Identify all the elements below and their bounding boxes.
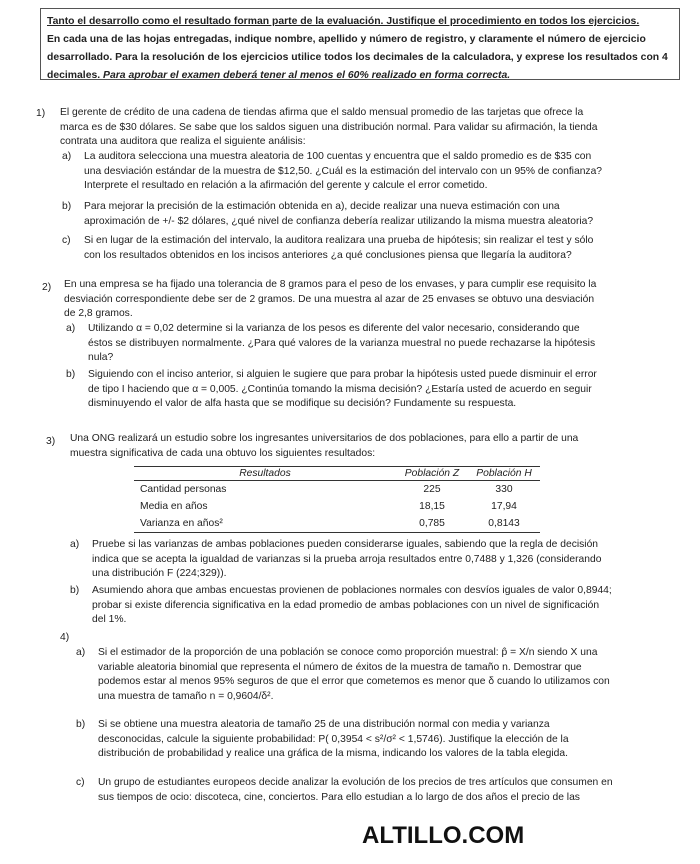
q3-b	[70, 584, 684, 628]
q1-b-line-1: Para mejorar la precisión de la estimación obtenida en a), decide realizar una nueva estimación con una	[84, 201, 560, 212]
q2-a-line-2: éstos se distribuyen normalmente. ¿Para qué valores de la varianza muestral no puede rechazarse la hipótesis	[88, 337, 596, 349]
table-row	[134, 498, 540, 515]
q1-c-line-1: Si en lugar de la estimación del intervalo, la auditora realizara una prueba de hipótesis; sin realizar el test y sólo	[84, 235, 594, 246]
q3-b-letter: b)	[70, 585, 80, 596]
q4-a-line-1: Si el estimador de la proporción de una población se conoce como proporción muestral: p̂ = X/n siendo X una	[98, 647, 598, 658]
row-label: Cantidad personas	[140, 484, 227, 495]
q4-c	[76, 776, 686, 805]
q1-a-letter: a)	[62, 151, 72, 162]
q1-c-letter: c)	[62, 235, 71, 246]
q2-a-line-3: nula?	[88, 352, 114, 364]
q2-b-line-1: Siguiendo con el inciso anterior, si alguien le sugiere que para probar la hipótesis usted puede disminuir el error	[88, 369, 597, 380]
q1-b-letter: b)	[62, 201, 72, 212]
q3-b-line-2: probar si existe diferencia significativa en la edad promedio de ambas poblaciones con un nivel de significación	[92, 599, 600, 611]
row-label: Varianza en años²	[134, 515, 396, 533]
q2-b-letter: b)	[66, 369, 76, 380]
q4-c-line-1: Un grupo de estudiantes europeos decide analizar la evolución de los precios de tres artículos que consumen en	[98, 777, 613, 788]
q3-number: 3)	[46, 436, 56, 447]
instructions-box	[40, 8, 680, 80]
row-value-z: 18,15	[419, 501, 445, 512]
q1-a-line-3: Interprete el resultado en relación a la afirmación del gerente y calcule el error cometido.	[84, 180, 488, 192]
row-value-z: 225	[423, 484, 441, 495]
q1-statement	[60, 106, 690, 150]
table-row	[134, 481, 540, 499]
q1-b	[62, 200, 684, 229]
q4-a	[76, 646, 686, 704]
results-table	[134, 466, 540, 533]
q3-a-line-1: Pruebe si las varianzas de ambas poblaciones pueden considerarse iguales, sabiendo que la regla de decisión	[92, 539, 599, 550]
q3-b-line-3: del 1%.	[92, 614, 127, 626]
table-row	[134, 515, 540, 533]
q1-c	[62, 234, 684, 263]
q2-line-1: En una empresa se ha fijado una tolerancia de 8 gramos para el peso de los envases, y para cumplir ese requisito la	[64, 279, 597, 290]
row-label: Media en años	[140, 501, 208, 512]
q4-b	[76, 718, 686, 762]
q3-a-line-3: una distribución F (224;329)).	[92, 568, 227, 580]
q4-b-line-2: desconocidas, calcule la siguiente probabilidad: P( 0,3954 < s²/σ² < 1,5746). Justifique la elección de la	[98, 733, 569, 745]
instructions-line-2: En cada una de las hojas entregadas, indique nombre, apellido y número de registro, y claramente el número de ejercicio	[47, 34, 646, 45]
q1-a-line-2: una desviación estándar de la muestra de $12,50. ¿Cuál es la estimación del intervalo con un 95% de confianza?	[84, 165, 603, 177]
q2-b-line-2: de tipo I haciendo que α = 0,005. ¿Continúa tomando la misma decisión? ¿Estaría usted de acuerdo en seguir	[88, 383, 592, 395]
q4-b-line-1: Si se obtiene una muestra aleatoria de tamaño 25 de una distribución normal con media y varianza	[98, 719, 550, 730]
q4-c-letter: c)	[76, 777, 85, 788]
q4-b-line-3: distribución de probabilidad y realice una gráfica de la misma, indicando los valores de la tabla elegida.	[98, 748, 568, 760]
instructions-line-4a: decimales.	[47, 70, 104, 81]
site-watermark: ALTILLO.COM	[362, 822, 525, 849]
results-header-h: Población H	[468, 467, 540, 481]
q3-statement	[70, 432, 684, 461]
q1-line-2: marca es de $30 dólares. Se sabe que los saldos siguen una distribución normal. Para validar su afirmación, la tienda	[60, 121, 598, 133]
results-table-header	[134, 467, 540, 481]
q2-statement	[64, 278, 684, 322]
results-header-z: Población Z	[396, 467, 468, 481]
row-value-h: 17,94	[491, 501, 517, 512]
instructions-line-1: Tanto el desarrollo como el resultado forman parte de la evaluación. Justifique el procedimiento en todos los ejercicios.	[47, 16, 640, 27]
q1-line-1: El gerente de crédito de una cadena de tiendas afirma que el saldo mensual promedio de las tarjetas que ofrece la	[60, 107, 584, 118]
q2-line-3: de 2,8 gramos.	[64, 308, 133, 320]
q2-number: 2)	[42, 282, 52, 293]
q4-a-line-4: una muestra de tamaño n = 0,9604/δ².	[98, 690, 274, 702]
q2-b-line-3: disminuyendo el valor de alfa hasta que se modifique su decisión? Fundamente su respuesta.	[88, 398, 517, 410]
instructions-line-4	[47, 67, 673, 85]
q1-number: 1)	[36, 108, 46, 119]
q4-c-line-2: sus tiempos de ocio: discoteca, cine, conciertos. Para ello estudian a lo largo de dos años el precio de las	[98, 791, 580, 803]
instructions-line-4b: Para aprobar el examen deberá tener al menos el 60% realizado en forma correcta.	[103, 70, 511, 81]
instructions-line-3: desarrollado. Para la resolución de los ejercicios utilice todos los decimales de la calculadora, y exprese los resultados con 4	[47, 52, 668, 63]
q3-a-letter: a)	[70, 539, 80, 550]
q1-line-3: contrata una auditora que realiza el siguiente análisis:	[60, 136, 306, 148]
q3-line-1: Una ONG realizará un estudio sobre los ingresantes universitarios de dos poblaciones, para ello a partir de una	[70, 433, 579, 444]
q4-a-line-3: podemos estar al menos 95% seguros de que el error que cometemos es menor que δ cuando lo utilizamos con	[98, 676, 610, 688]
q4-number: 4)	[60, 632, 70, 643]
q2-a-letter: a)	[66, 323, 76, 334]
q2-b	[66, 368, 682, 412]
q3-line-2: muestra significativa de cada una obtuvo los siguientes resultados:	[70, 447, 376, 459]
q3-a-line-2: indica que se acepta la igualdad de varianzas si la prueba arroja resultados entre 0,7488 y 1,326 (considerando	[92, 553, 602, 565]
q3-a	[70, 538, 684, 582]
q1-a	[62, 150, 684, 194]
row-value-h: 0,8143	[468, 515, 540, 533]
row-value-h: 330	[495, 484, 513, 495]
q1-a-line-1: La auditora selecciona una muestra aleatoria de 100 cuentas y encuentra que el saldo promedio es de $35 con	[84, 151, 592, 162]
q1-b-line-2: aproximación de +/- $2 dólares, ¿qué nivel de confianza debería realizar utilizando la misma muestra aleatoria?	[84, 215, 594, 227]
q2-a-line-1: Utilizando α = 0,02 determine si la varianza de los pesos es diferente del valor necesario, considerando que	[88, 323, 580, 334]
q4-a-letter: a)	[76, 647, 86, 658]
results-header-label: Resultados	[134, 467, 396, 481]
q3-b-line-1: Asumiendo ahora que ambas encuestas provienen de poblaciones normales con desvíos iguales de valor 0,8944;	[92, 585, 612, 596]
q1-c-line-2: con los resultados obtenidos en los incisos anteriores ¿a qué conclusiones piensa que llegaría la auditora?	[84, 249, 572, 261]
q4-a-line-2: variable aleatoria binomial que representa el número de éxitos de la muestra de tamaño n. Demostrar que	[98, 661, 582, 673]
q2-a	[66, 322, 682, 366]
row-value-z: 0,785	[396, 515, 468, 533]
q2-line-2: desviación correspondiente debe ser de 2 gramos. De una muestra al azar de 25 envases se obtuvo una desviación	[64, 293, 595, 305]
q4-b-letter: b)	[76, 719, 86, 730]
